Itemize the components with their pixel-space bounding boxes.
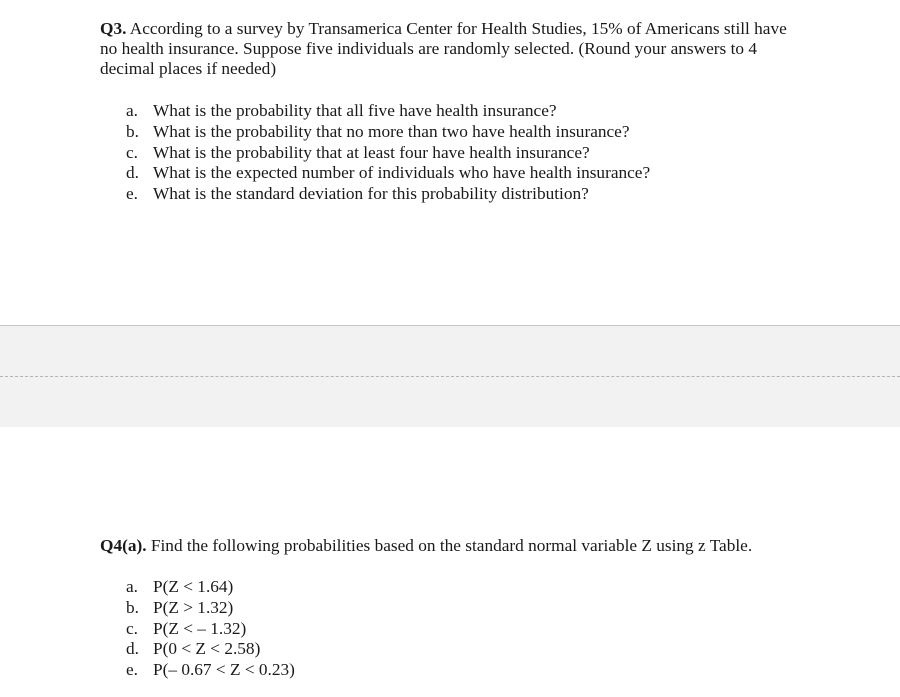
- q3-item: [126, 184, 650, 205]
- q4-item-text: P(– 0.67 < Z < 0.23): [153, 660, 295, 680]
- q3-item: [126, 163, 650, 184]
- q4-item: [126, 660, 295, 681]
- q3-item: [126, 143, 650, 164]
- page-break-gap: [0, 325, 900, 428]
- q4-item: [126, 619, 295, 640]
- q4-label: Q4(a).: [100, 536, 147, 555]
- q3-item-letter: b.: [126, 121, 139, 141]
- q4-item-letter: e.: [126, 660, 138, 680]
- q4-item-text: P(Z < – 1.32): [153, 618, 247, 638]
- q3-item-letter: d.: [126, 163, 139, 183]
- q4-item: [126, 598, 295, 619]
- q3-item-letter: a.: [126, 101, 138, 120]
- q4-item-letter: c.: [126, 618, 138, 638]
- q4-item-text: P(0 < Z < 2.58): [153, 639, 261, 659]
- q4-item: [126, 639, 295, 660]
- q4-item-text: P(Z < 1.64): [153, 577, 234, 596]
- q3-text: According to a survey by Transamerica Center for Health Studies, 15% of Americans still have no health insurance. Suppose five individuals are randomly selected. (Round your answers to 4 decimal places if needed): [100, 19, 787, 78]
- q4-item-list: [126, 577, 295, 681]
- q4-item-letter: a.: [126, 577, 138, 596]
- q3-item-text: What is the probability that no more than two have health insurance?: [153, 121, 630, 141]
- q3-item-list: [126, 101, 650, 205]
- q3-item-text: What is the expected number of individuals who have health insurance?: [153, 163, 651, 183]
- q4-item-text: P(Z > 1.32): [153, 597, 234, 617]
- q3-item: [126, 101, 650, 122]
- q4-item-letter: b.: [126, 597, 139, 617]
- q3-item-text: What is the standard deviation for this probability distribution?: [153, 184, 589, 204]
- q4-item-letter: d.: [126, 639, 139, 659]
- q4-item: [126, 577, 295, 598]
- q3-item-letter: c.: [126, 142, 138, 162]
- q3-question: [100, 19, 800, 79]
- q3-item-text: What is the probability that all five have health insurance?: [153, 101, 557, 120]
- q4-question: [100, 536, 800, 556]
- q3-item: [126, 122, 650, 143]
- page-break-line: [0, 376, 900, 377]
- q3-item-letter: e.: [126, 184, 138, 204]
- q3-item-text: What is the probability that at least four have health insurance?: [153, 142, 590, 162]
- q4-text: Find the following probabilities based on the standard normal variable Z using z Table.: [150, 536, 753, 555]
- q3-label: Q3.: [100, 19, 127, 38]
